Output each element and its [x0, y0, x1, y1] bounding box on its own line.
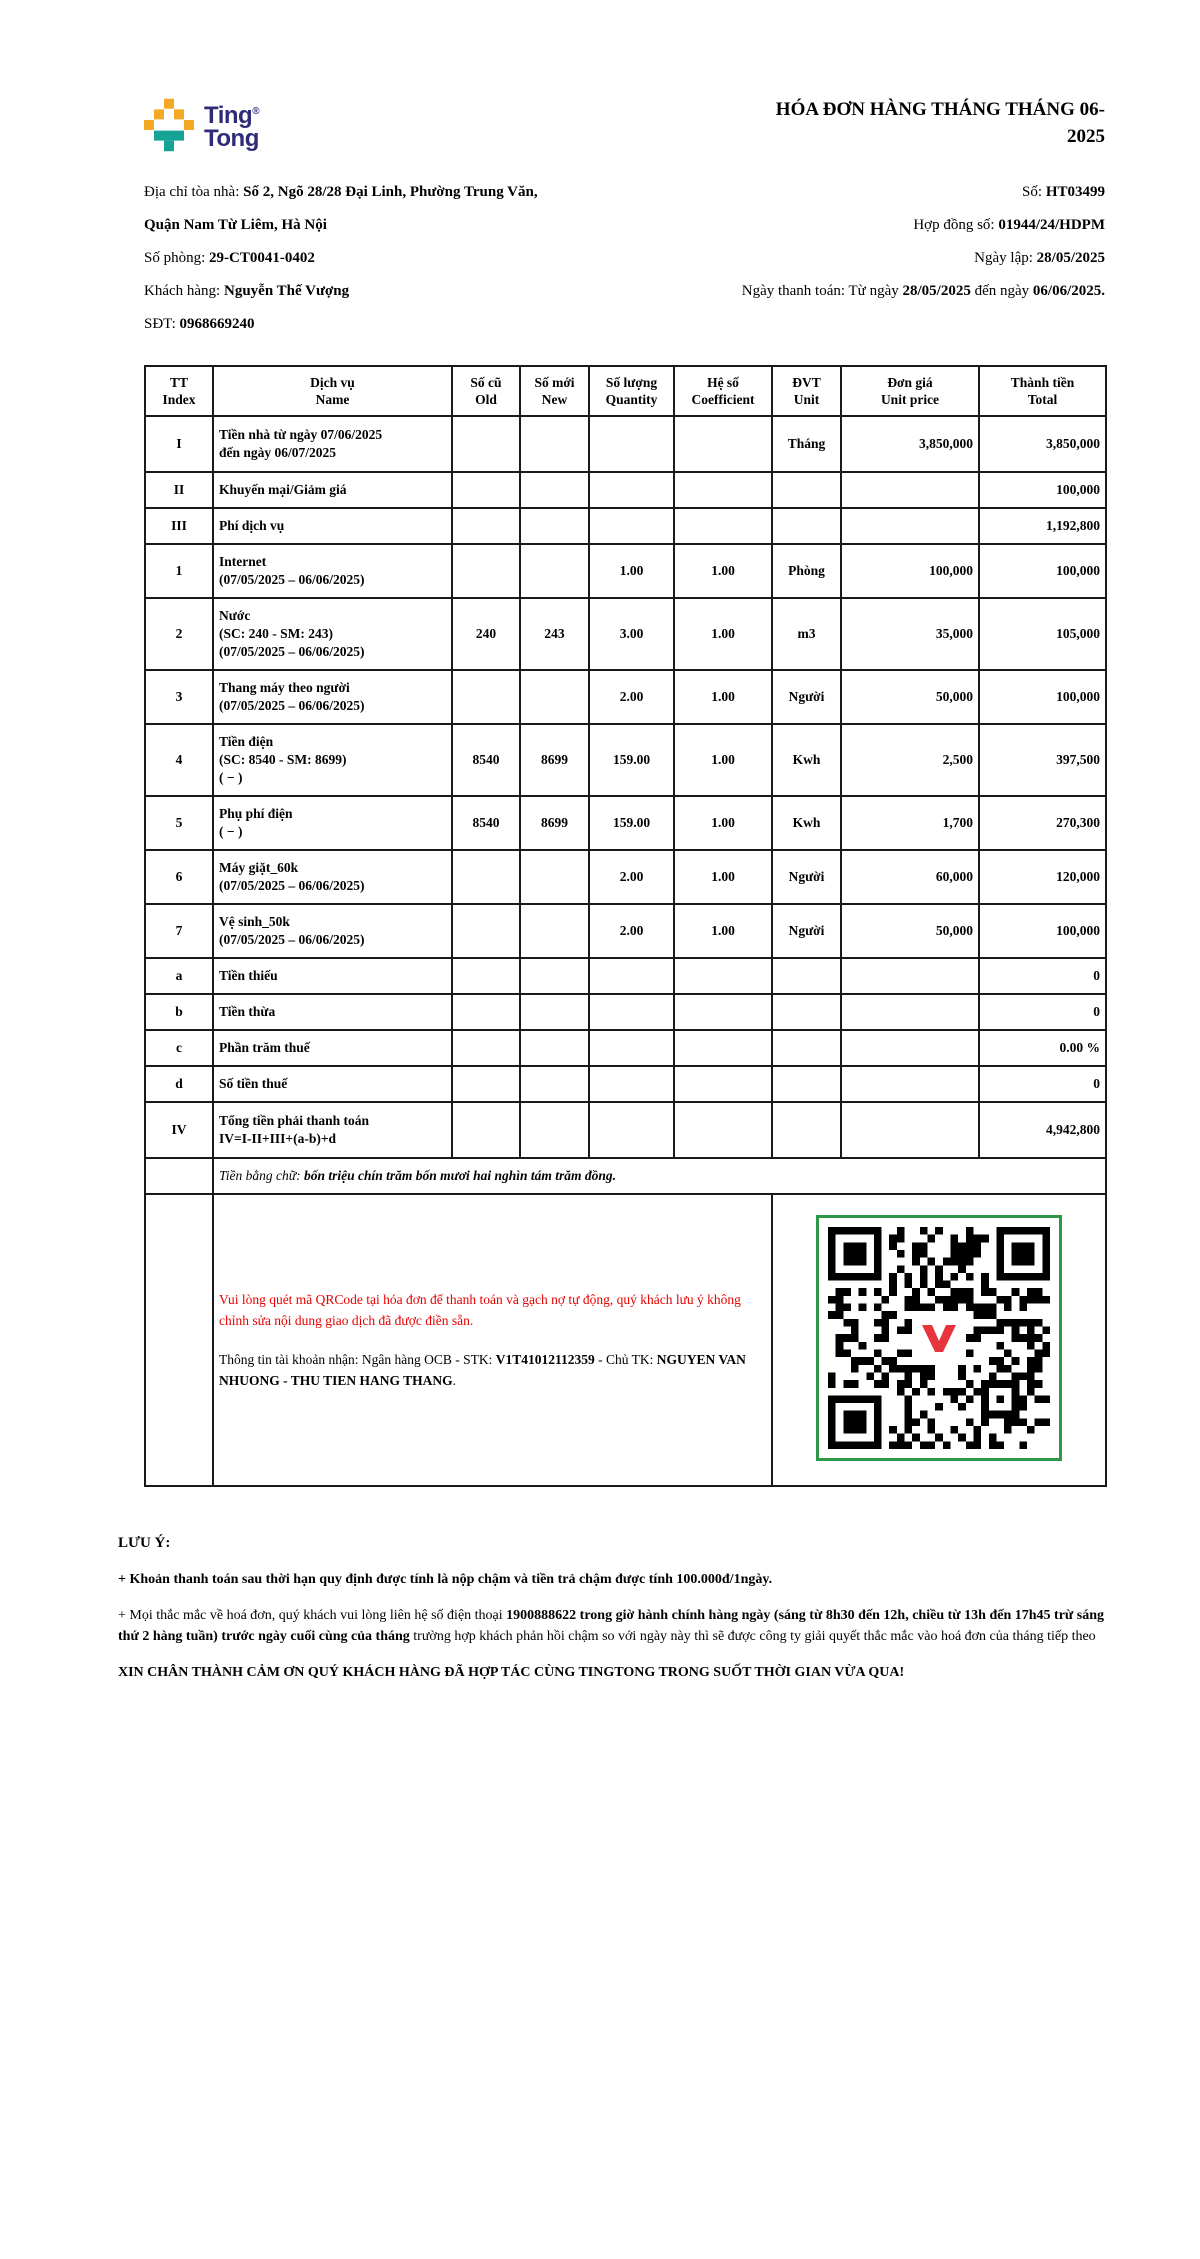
cell-old-reading — [452, 416, 520, 472]
cell-old-reading — [452, 904, 520, 958]
cell-quantity — [589, 1030, 674, 1066]
table-row-1 — [145, 544, 1106, 598]
cell-new-reading — [520, 508, 589, 544]
cell-new-reading — [520, 544, 589, 598]
cell-coefficient: 1.00 — [674, 544, 772, 598]
cell-unit-price: 1,700 — [841, 796, 979, 850]
cell-quantity — [589, 1066, 674, 1102]
cell-total: 0.00 % — [979, 1030, 1106, 1066]
cell-coefficient — [674, 472, 772, 508]
info-left-line-2: Quận Nam Từ Liêm, Hà Nội — [144, 217, 327, 233]
cell-unit-price: 50,000 — [841, 670, 979, 724]
table-row-2 — [145, 598, 1106, 670]
cell-new-reading — [520, 472, 589, 508]
col-header-unit: ĐVT Unit — [772, 366, 841, 416]
table-row-6 — [145, 850, 1106, 904]
table-row-IV — [145, 1102, 1106, 1158]
col-header-old: Số cũ Old — [452, 366, 520, 416]
cell-total: 1,192,800 — [979, 508, 1106, 544]
cell-quantity: 3.00 — [589, 598, 674, 670]
info-left-line-1: Địa chỉ tòa nhà: Số 2, Ngõ 28/28 Đại Linh, Phường Trung Văn, — [144, 184, 538, 200]
cell-coefficient — [674, 416, 772, 472]
table-row-II — [145, 472, 1106, 508]
registered-trademark-icon: ® — [252, 106, 260, 117]
table-row-d — [145, 1066, 1106, 1102]
table-row-b — [145, 994, 1106, 1030]
cell-old-reading — [452, 850, 520, 904]
cell-index: b — [145, 994, 213, 1030]
invoice-meta-info — [742, 176, 1105, 341]
cell-coefficient: 1.00 — [674, 904, 772, 958]
cell-total: 100,000 — [979, 904, 1106, 958]
table-row-a — [145, 958, 1106, 994]
cell-quantity — [589, 472, 674, 508]
cell-new-reading — [520, 850, 589, 904]
cell-unit — [772, 1066, 841, 1102]
cell-total: 100,000 — [979, 544, 1106, 598]
cell-coefficient: 1.00 — [674, 724, 772, 796]
cell-unit: Người — [772, 850, 841, 904]
info-left-line-3: Số phòng: 29-CT0041-0402 — [144, 250, 315, 266]
cell-new-reading: 8699 — [520, 724, 589, 796]
cell-quantity: 159.00 — [589, 724, 674, 796]
cell-index: 1 — [145, 544, 213, 598]
cell-coefficient: 1.00 — [674, 670, 772, 724]
col-header-coefficient: Hệ số Coefficient — [674, 366, 772, 416]
cell-old-reading: 240 — [452, 598, 520, 670]
cell-empty — [145, 1194, 213, 1486]
cell-new-reading — [520, 1102, 589, 1158]
cell-quantity: 159.00 — [589, 796, 674, 850]
cell-index: III — [145, 508, 213, 544]
cell-quantity — [589, 994, 674, 1030]
col-header-index: TT Index — [145, 366, 213, 416]
qr-cell — [772, 1194, 1106, 1486]
col-header-new: Số mới New — [520, 366, 589, 416]
cell-service-name: Phụ phí điện ( − ) — [213, 796, 452, 850]
table-row-c — [145, 1030, 1106, 1066]
cell-coefficient — [674, 1066, 772, 1102]
cell-service-name: Vệ sinh_50k (07/05/2025 – 06/06/2025) — [213, 904, 452, 958]
cell-old-reading — [452, 1066, 520, 1102]
table-row-7 — [145, 904, 1106, 958]
cell-service-name: Số tiền thuế — [213, 1066, 452, 1102]
cell-total: 397,500 — [979, 724, 1106, 796]
cell-index: 3 — [145, 670, 213, 724]
cell-coefficient — [674, 508, 772, 544]
brand-logo — [144, 98, 259, 152]
cell-old-reading — [452, 508, 520, 544]
info-left-line-5: SĐT: 0968669240 — [144, 316, 255, 332]
cell-new-reading — [520, 994, 589, 1030]
cell-quantity — [589, 508, 674, 544]
cell-quantity — [589, 416, 674, 472]
cell-quantity: 2.00 — [589, 850, 674, 904]
cell-unit — [772, 1030, 841, 1066]
cell-unit-price — [841, 472, 979, 508]
cell-index: c — [145, 1030, 213, 1066]
cell-service-name: Phần trăm thuế — [213, 1030, 452, 1066]
cell-empty — [145, 1158, 213, 1194]
cell-unit: Tháng — [772, 416, 841, 472]
cell-service-name: Tiền điện (SC: 8540 - SM: 8699) ( − ) — [213, 724, 452, 796]
cell-index: 6 — [145, 850, 213, 904]
cell-service-name: Tiền nhà từ ngày 07/06/2025 đến ngày 06/07/2025 — [213, 416, 452, 472]
amount-in-words: Tiền bằng chữ: bốn triệu chín trăm bốn mươi hai nghìn tám trăm đồng. — [213, 1158, 1106, 1194]
info-left-line-4: Khách hàng: Nguyễn Thế Vượng — [144, 283, 350, 299]
cell-unit-price — [841, 1102, 979, 1158]
cell-coefficient — [674, 1102, 772, 1158]
cell-service-name: Thang máy theo người (07/05/2025 – 06/06/2025) — [213, 670, 452, 724]
cell-unit-price: 100,000 — [841, 544, 979, 598]
cell-unit: Người — [772, 670, 841, 724]
col-header-quantity: Số lượng Quantity — [589, 366, 674, 416]
cell-total: 0 — [979, 994, 1106, 1030]
cell-service-name: Nước (SC: 240 - SM: 243) (07/05/2025 – 06/06/2025) — [213, 598, 452, 670]
cell-total: 120,000 — [979, 850, 1106, 904]
cell-new-reading: 243 — [520, 598, 589, 670]
table-row-III — [145, 508, 1106, 544]
tingtong-logo-icon — [144, 98, 194, 152]
cell-new-reading — [520, 1030, 589, 1066]
cell-unit-price: 3,850,000 — [841, 416, 979, 472]
cell-unit-price: 2,500 — [841, 724, 979, 796]
cell-unit-price — [841, 508, 979, 544]
cell-new-reading — [520, 904, 589, 958]
cell-total: 3,850,000 — [979, 416, 1106, 472]
cell-service-name: Máy giặt_60k (07/05/2025 – 06/06/2025) — [213, 850, 452, 904]
cell-coefficient — [674, 958, 772, 994]
footer-heading: LƯU Ý: — [118, 1535, 171, 1551]
cell-unit-price: 50,000 — [841, 904, 979, 958]
cell-old-reading — [452, 472, 520, 508]
invoice-title-line2: 2025 — [1067, 126, 1105, 147]
cell-old-reading: 8540 — [452, 796, 520, 850]
cell-unit-price — [841, 994, 979, 1030]
cell-index: d — [145, 1066, 213, 1102]
cell-total: 100,000 — [979, 670, 1106, 724]
table-row-3 — [145, 670, 1106, 724]
cell-unit — [772, 958, 841, 994]
invoice-table — [144, 365, 1107, 1487]
cell-new-reading — [520, 1066, 589, 1102]
cell-quantity: 2.00 — [589, 670, 674, 724]
cell-unit — [772, 508, 841, 544]
cell-total: 270,300 — [979, 796, 1106, 850]
cell-total: 0 — [979, 958, 1106, 994]
cell-old-reading — [452, 994, 520, 1030]
payment-row — [145, 1194, 1106, 1486]
cell-service-name: Tiền thừa — [213, 994, 452, 1030]
cell-old-reading: 8540 — [452, 724, 520, 796]
cell-service-name: Tiền thiếu — [213, 958, 452, 994]
cell-new-reading — [520, 670, 589, 724]
payment-qr-code — [816, 1215, 1062, 1461]
cell-old-reading — [452, 544, 520, 598]
red-v-logo-icon — [912, 1311, 966, 1365]
cell-unit-price: 35,000 — [841, 598, 979, 670]
amount-in-words-row — [145, 1158, 1106, 1194]
cell-new-reading: 8699 — [520, 796, 589, 850]
table-row-5 — [145, 796, 1106, 850]
footer-thanks: XIN CHÂN THÀNH CẢM ƠN QUÝ KHÁCH HÀNG ĐÃ HỢP TÁC CÙNG TINGTONG TRONG SUỐT THỜI GIAN VỪA QUA! — [118, 1665, 905, 1680]
cell-index: 4 — [145, 724, 213, 796]
cell-index: 2 — [145, 598, 213, 670]
info-right-line-4: Ngày thanh toán: Từ ngày 28/05/2025 đến ngày 06/06/2025. — [741, 283, 1105, 299]
cell-service-name: Tổng tiền phải thanh toán IV=I-II+III+(a-b)+d — [213, 1102, 452, 1158]
qr-payment-note: Vui lòng quét mã QRCode tại hóa đơn để thanh toán và gạch nợ tự động, quý khách lưu ý không chỉnh sửa nội dung giao dịch đã được điền sẵn. — [219, 1292, 741, 1328]
cell-service-name: Phí dịch vụ — [213, 508, 452, 544]
cell-total: 105,000 — [979, 598, 1106, 670]
cell-service-name: Khuyến mại/Giảm giá — [213, 472, 452, 508]
info-right-line-2: Hợp đồng số: 01944/24/HDPM — [913, 217, 1105, 233]
building-customer-info — [144, 176, 538, 341]
cell-quantity — [589, 958, 674, 994]
table-header-row — [145, 366, 1106, 416]
cell-index: I — [145, 416, 213, 472]
info-right-line-3: Ngày lập: 28/05/2025 — [974, 250, 1105, 266]
col-header-unit-price: Đơn giá Unit price — [841, 366, 979, 416]
cell-unit: m3 — [772, 598, 841, 670]
cell-unit: Phòng — [772, 544, 841, 598]
cell-new-reading — [520, 416, 589, 472]
cell-unit-price: 60,000 — [841, 850, 979, 904]
footer-notes — [118, 1533, 1113, 1683]
invoice-title — [776, 96, 1105, 150]
cell-old-reading — [452, 670, 520, 724]
invoice-title-line1: HÓA ĐƠN HÀNG THÁNG THÁNG 06- — [775, 99, 1105, 120]
cell-coefficient: 1.00 — [674, 850, 772, 904]
cell-unit: Người — [772, 904, 841, 958]
payment-instructions — [213, 1194, 772, 1486]
brand-name-top: Ting® — [204, 102, 260, 129]
cell-quantity — [589, 1102, 674, 1158]
cell-unit-price — [841, 958, 979, 994]
cell-index: a — [145, 958, 213, 994]
brand-name-bottom: Tong — [204, 125, 259, 152]
cell-service-name: Internet (07/05/2025 – 06/06/2025) — [213, 544, 452, 598]
cell-unit-price — [841, 1066, 979, 1102]
cell-total: 0 — [979, 1066, 1106, 1102]
col-header-name: Dịch vụ Name — [213, 366, 452, 416]
cell-index: IV — [145, 1102, 213, 1158]
table-row-4 — [145, 724, 1106, 796]
cell-quantity: 1.00 — [589, 544, 674, 598]
cell-index: II — [145, 472, 213, 508]
invoice-info-section — [144, 176, 1105, 341]
footer-note-late-fee: + Khoản thanh toán sau thời hạn quy định được tính là nộp chậm và tiền trả chậm được tính 100.000đ/1ngày. — [118, 1572, 773, 1587]
cell-coefficient — [674, 1030, 772, 1066]
cell-old-reading — [452, 1102, 520, 1158]
cell-unit — [772, 472, 841, 508]
cell-coefficient: 1.00 — [674, 796, 772, 850]
cell-unit — [772, 1102, 841, 1158]
cell-unit: Kwh — [772, 796, 841, 850]
table-row-I — [145, 416, 1106, 472]
brand-wordmark — [204, 100, 259, 150]
cell-total: 100,000 — [979, 472, 1106, 508]
bank-account-info: Thông tin tài khoản nhận: Ngân hàng OCB - STK: V1T41012112359 - Chủ TK: NGUYEN VAN NHUONG - THU TIEN HANG THANG. — [219, 1352, 746, 1388]
cell-unit-price — [841, 1030, 979, 1066]
cell-quantity: 2.00 — [589, 904, 674, 958]
cell-unit: Kwh — [772, 724, 841, 796]
cell-new-reading — [520, 958, 589, 994]
info-right-line-1: Số: HT03499 — [1022, 184, 1105, 200]
footer-note-contact: + Mọi thắc mắc về hoá đơn, quý khách vui lòng liên hệ số điện thoại 1900888622 trong giờ hành chính hàng ngày (sáng từ 8h30 đến 12h, chiều từ 13h đến 17h45 trừ sáng thứ 2 hàng tuần) trước ngày cuối cùng của tháng trường hợp khách phản hồi chậm so với ngày này thì sẽ được công ty giải quyết thắc mắc vào hoá đơn của tháng tiếp theo — [118, 1608, 1105, 1644]
cell-coefficient — [674, 994, 772, 1030]
cell-index: 5 — [145, 796, 213, 850]
cell-coefficient: 1.00 — [674, 598, 772, 670]
invoice-header — [118, 96, 1105, 152]
col-header-total: Thành tiền Total — [979, 366, 1106, 416]
cell-old-reading — [452, 1030, 520, 1066]
cell-old-reading — [452, 958, 520, 994]
cell-index: 7 — [145, 904, 213, 958]
cell-total: 4,942,800 — [979, 1102, 1106, 1158]
cell-unit — [772, 994, 841, 1030]
